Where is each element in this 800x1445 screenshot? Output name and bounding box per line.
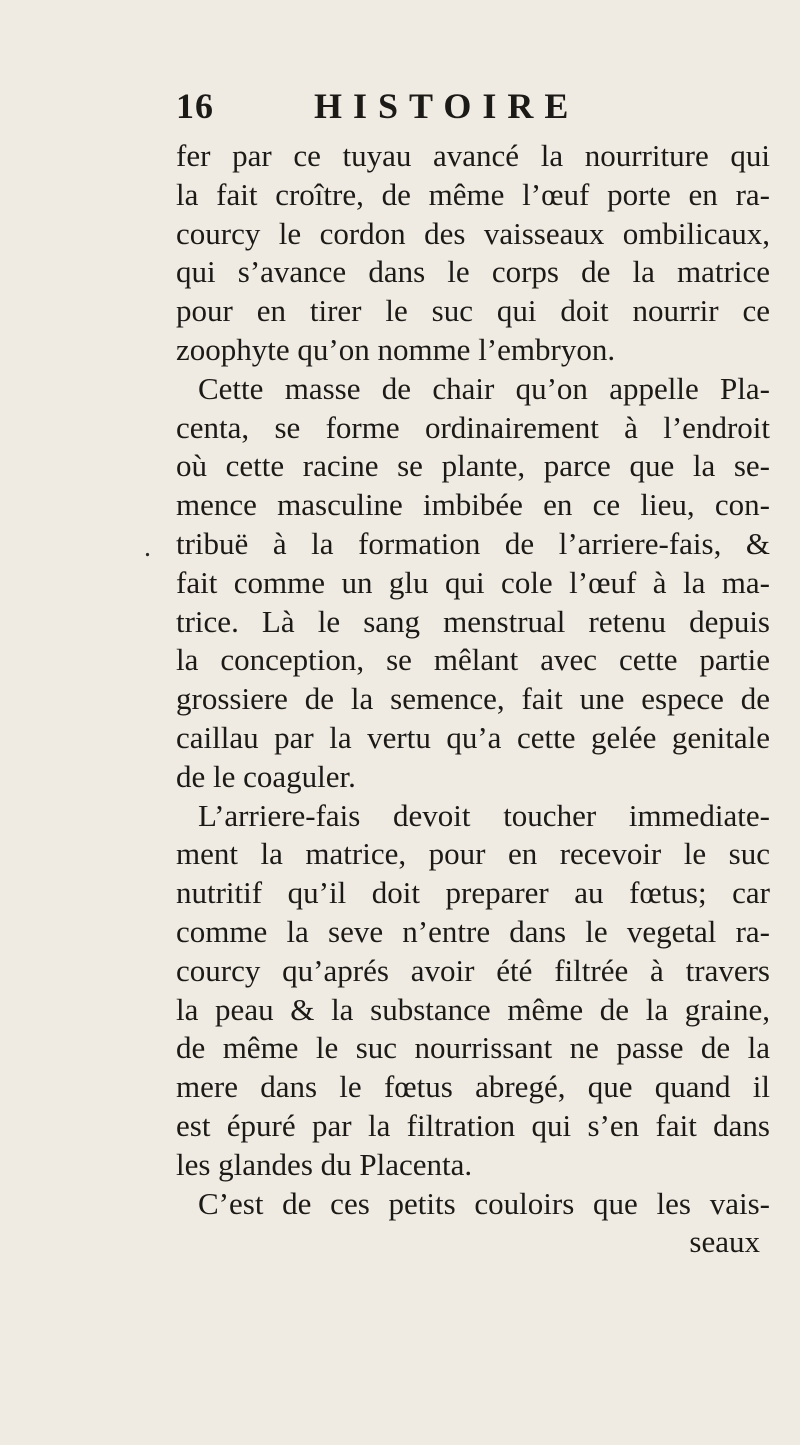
text-line: comme la seve n’entre dans le vegetal ra- xyxy=(176,913,770,949)
text-line: zoophyte qu’on nomme l’embryon. xyxy=(176,331,616,367)
margin-mark: . xyxy=(144,532,151,563)
text-line: trice. Là le sang menstrual retenu depuis xyxy=(176,603,770,639)
text-line: centa, se forme ordinairement à l’endroit xyxy=(176,409,770,445)
text-line: qui s’avance dans le corps de la matrice xyxy=(176,254,770,290)
text-line: C’est de ces petits couloirs que les vais- xyxy=(198,1185,770,1221)
text-line: nutritif qu’il doit preparer au fœtus; car xyxy=(176,875,770,911)
text-line: Cette masse de chair qu’on appelle Pla- xyxy=(198,370,770,406)
text-line: de le coaguler. xyxy=(176,758,356,794)
text-line: mence masculine imbibée en ce lieu, con- xyxy=(176,487,770,523)
text-line: la peau & la substance même de la graine, xyxy=(176,991,770,1027)
page-number: 16 xyxy=(176,86,214,126)
page-header xyxy=(176,86,636,136)
text-line: pour en tirer le suc qui doit nourrir ce xyxy=(176,293,770,329)
text-line: courcy qu’aprés avoir été filtrée à travers xyxy=(176,952,770,988)
text-line: tribuë à la formation de l’arriere-fais, & xyxy=(176,525,770,561)
text-line: la fait croître, de même l’œuf porte en ra- xyxy=(176,176,770,212)
text-line: caillau par la vertu qu’a cette gelée genitale xyxy=(176,719,770,755)
text-line: ment la matrice, pour en recevoir le suc xyxy=(176,836,770,872)
text-line: les glandes du Placenta. xyxy=(176,1146,473,1182)
text-line: où cette racine se plante, parce que la se- xyxy=(176,448,770,484)
text-line: est épuré par la filtration qui s’en fait dans xyxy=(176,1107,770,1143)
text-line: la conception, se mêlant avec cette partie xyxy=(176,642,770,678)
text-line: fait comme un glu qui cole l’œuf à la ma- xyxy=(176,564,770,600)
catchword: seaux xyxy=(689,1224,760,1260)
text-line: grossiere de la semence, fait une espece de xyxy=(176,681,770,717)
text-line: mere dans le fœtus abregé, que quand il xyxy=(176,1069,770,1105)
text-line: courcy le cordon des vaisseaux ombilicaux, xyxy=(176,215,770,251)
text-line: de même le suc nourrissant ne passe de la xyxy=(176,1030,770,1066)
text-line: fer par ce tuyau avancé la nourriture qui xyxy=(176,138,770,173)
text-line: L’arriere-fais devoit toucher immediate- xyxy=(198,797,770,833)
running-title: HISTOIRE xyxy=(314,86,580,126)
body-text xyxy=(176,137,770,1262)
